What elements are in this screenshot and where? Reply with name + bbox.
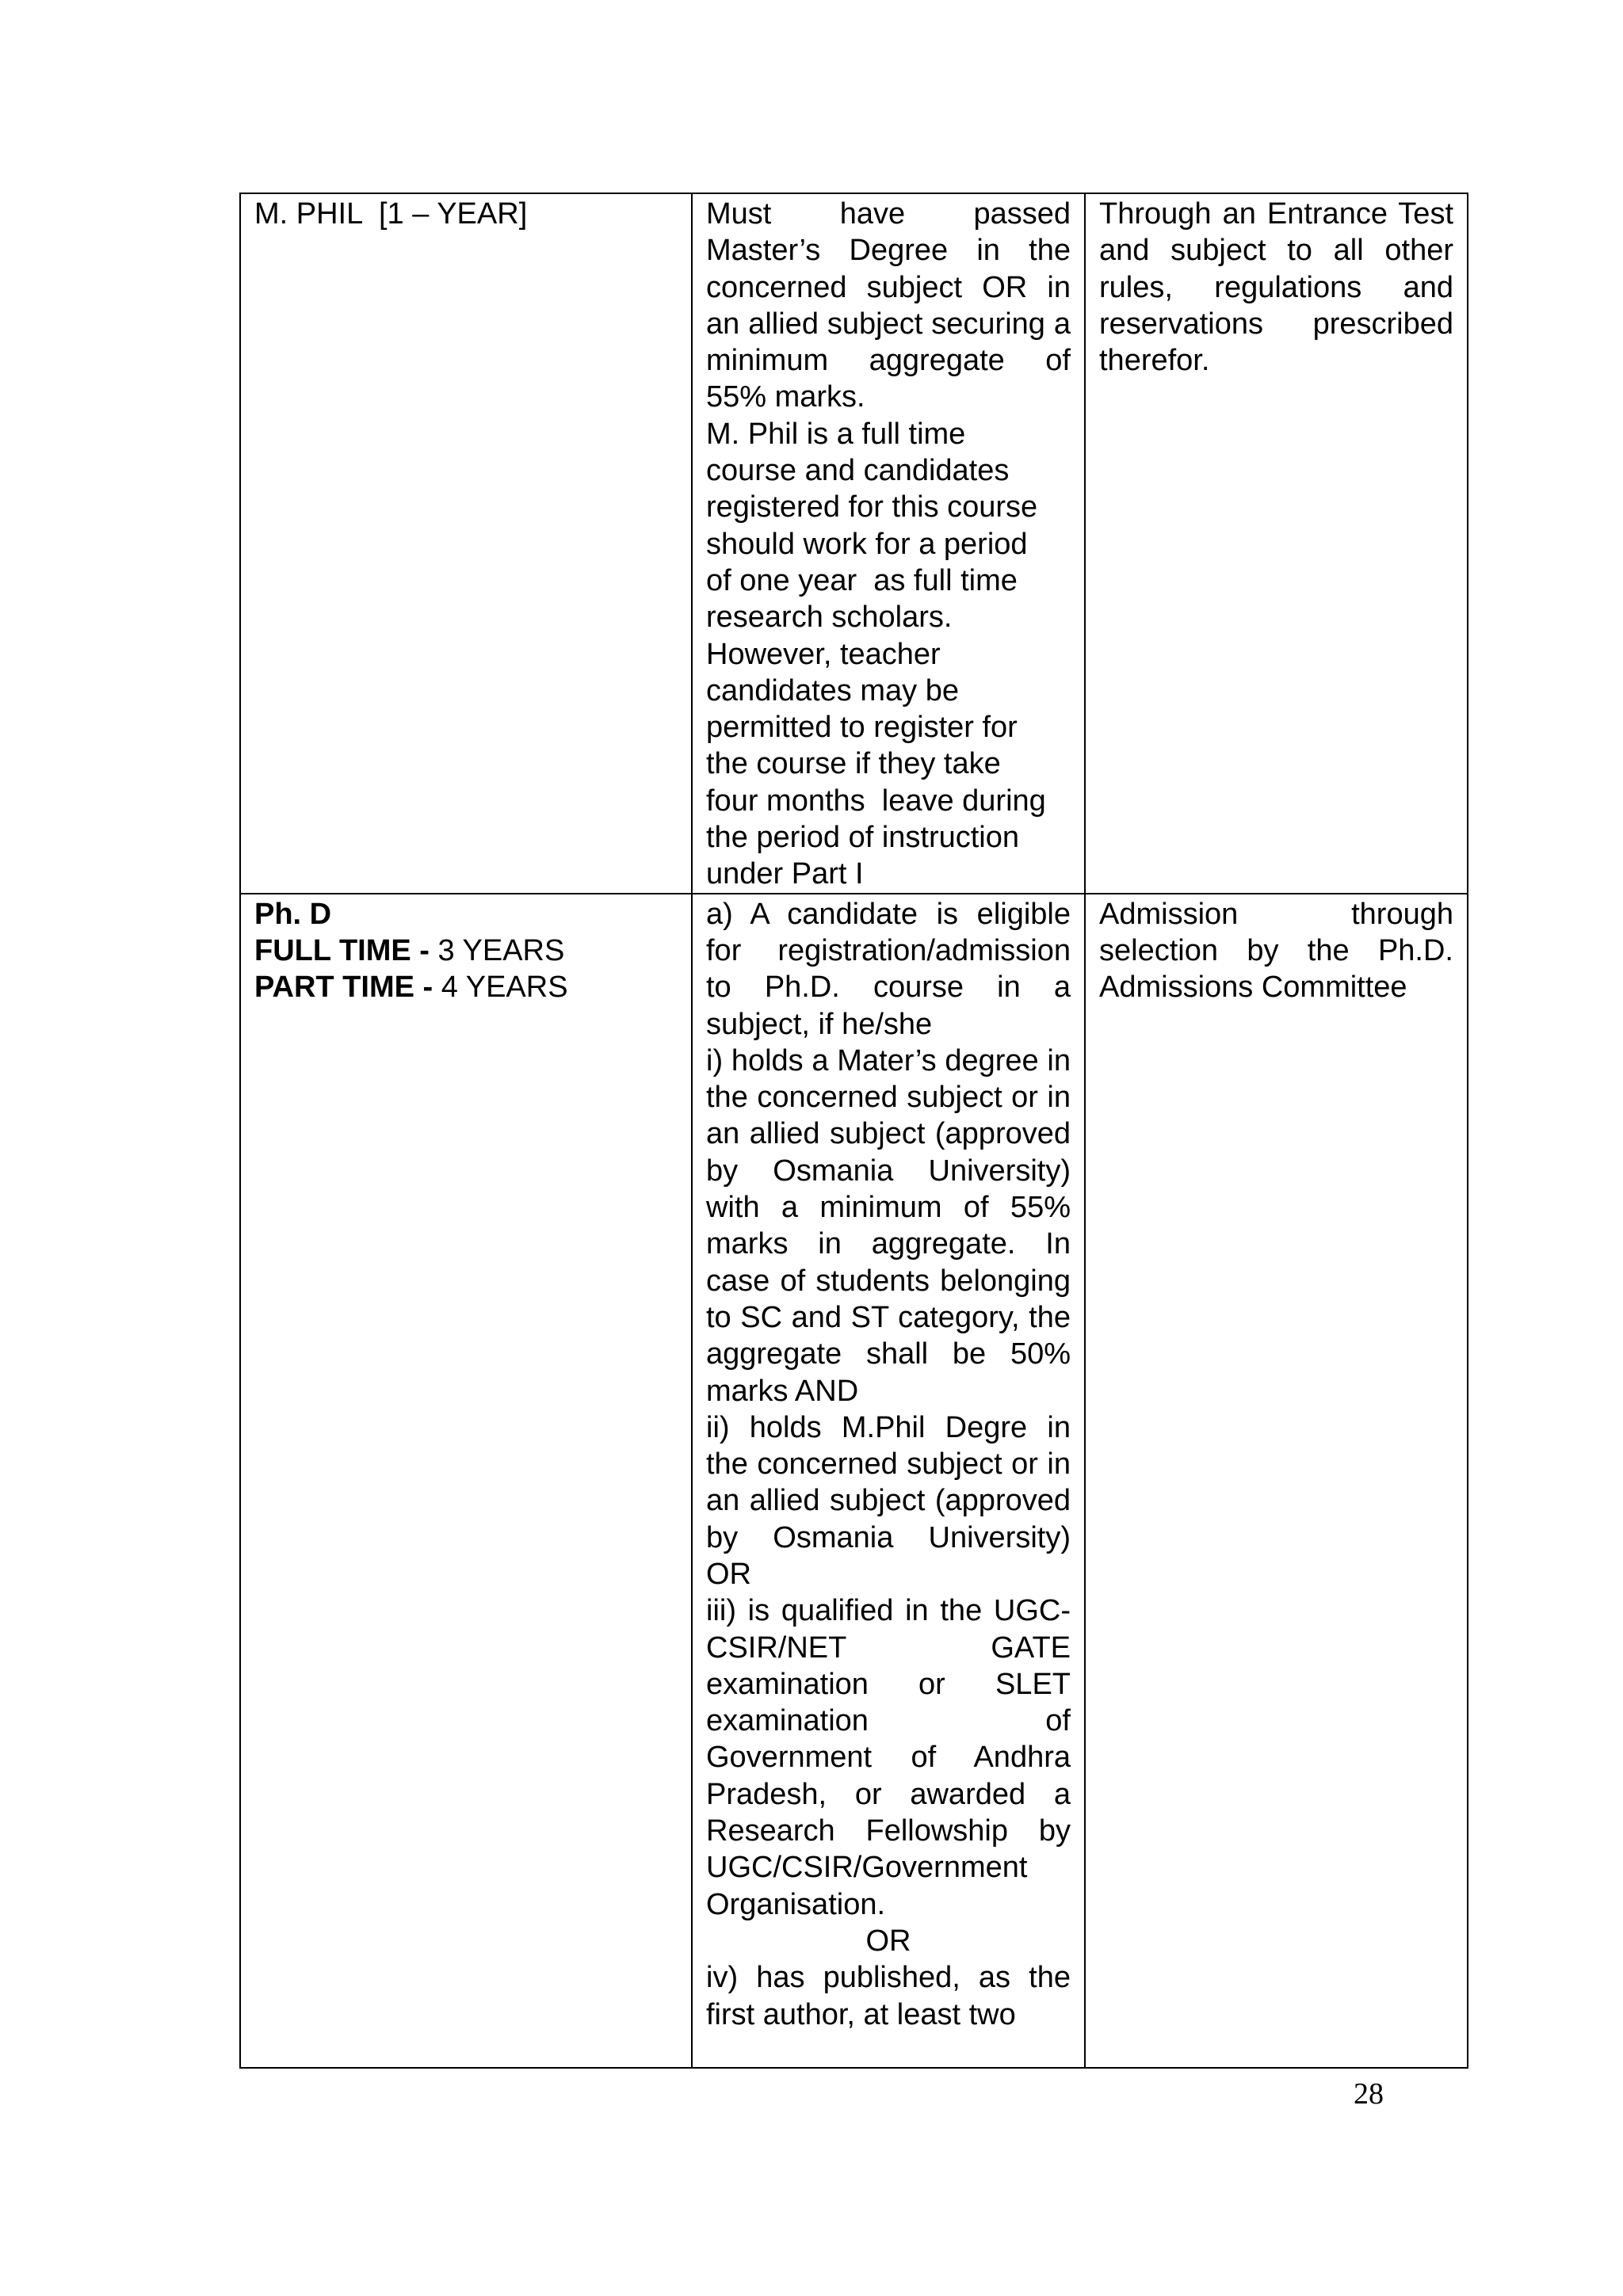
part-time-value: 4 YEARS: [441, 971, 568, 1005]
programme-cell-phd: [240, 894, 692, 2068]
eligibility-note-line: However, teacher: [706, 637, 941, 671]
eligibility-note-line: permitted to register for: [706, 711, 1018, 745]
admission-text-mphil: Through an Entrance Test and subject to all other rules, regulations and reservations prescribed therefor.: [1099, 197, 1453, 378]
eligibility-note-line: the course if they take: [706, 747, 1001, 781]
eligibility-note-line: under Part I: [706, 857, 864, 891]
table-row-mphil: [240, 193, 1468, 894]
eligibility-cell-phd: [692, 894, 1085, 2068]
full-time-value: 3 YEARS: [437, 933, 565, 967]
eligibility-note-line: should work for a period: [706, 527, 1028, 561]
part-time-label: PART TIME -: [254, 971, 441, 1005]
eligibility-clause-i: i) holds a Mater’s degree in the concerned subject or in an allied subject (approved by Osmania University) with a minimum of 55% marks in aggregate. In case of students belonging to SC and ST category, the aggregate shall be 50% marks AND: [706, 1043, 1071, 1408]
page-number: 28: [1354, 2077, 1384, 2111]
table-row-phd: [240, 894, 1468, 2068]
eligibility-text-mphil: Must have passed Master’s Degree in the concerned subject OR in an allied subject securing a minimum aggregate of 55% marks.: [706, 197, 1071, 414]
eligibility-note-line: M. Phil is a full time: [706, 417, 966, 451]
admission-cell-mphil: [1085, 193, 1468, 894]
eligibility-table: [239, 193, 1468, 2069]
eligibility-note-line: registered for this course: [706, 490, 1038, 524]
eligibility-cell-mphil: [692, 193, 1085, 894]
eligibility-note-line: the period of instruction: [706, 821, 1020, 855]
eligibility-note-line: research scholars.: [706, 601, 953, 635]
or-separator: OR: [865, 1924, 911, 1958]
eligibility-note-line: candidates may be: [706, 673, 959, 707]
eligibility-clause-iii-end: Organisation.: [706, 1887, 886, 1921]
admission-text-phd: Admission through selection by the Ph.D. Admissions Committee: [1099, 897, 1453, 1005]
duration-part-time: [254, 969, 678, 1005]
full-time-label: FULL TIME -: [254, 933, 438, 967]
programme-name-phd: Ph. D: [254, 897, 332, 931]
eligibility-clause-iv: iv) has published, as the first author, at least two: [706, 1961, 1071, 2031]
eligibility-clause-ii: ii) holds M.Phil Degre in the concerned subject or in an allied subject (approved by Osmania University) OR: [706, 1410, 1071, 1591]
duration-full-time: [254, 933, 678, 969]
programme-name-mphil: M. PHIL [1 – YEAR]: [254, 197, 528, 231]
eligibility-note-line: four months leave during: [706, 784, 1046, 818]
programme-cell-mphil: [240, 193, 692, 894]
eligibility-clause-iii: iii) is qualified in the UGC-CSIR/NET GATE examination or SLET examination of Government of Andhra Pradesh, or awarded a Research Fellowship by UGC/CSIR/Government: [706, 1594, 1071, 1885]
eligibility-clause-a: a) A candidate is eligible for registration/admission to Ph.D. course in a subject, if he/she: [706, 897, 1071, 1041]
eligibility-note-line: of one year as full time: [706, 563, 1018, 597]
admission-cell-phd: [1085, 894, 1468, 2068]
eligibility-note-mphil: [706, 416, 1071, 893]
eligibility-note-line: course and candidates: [706, 454, 1010, 488]
